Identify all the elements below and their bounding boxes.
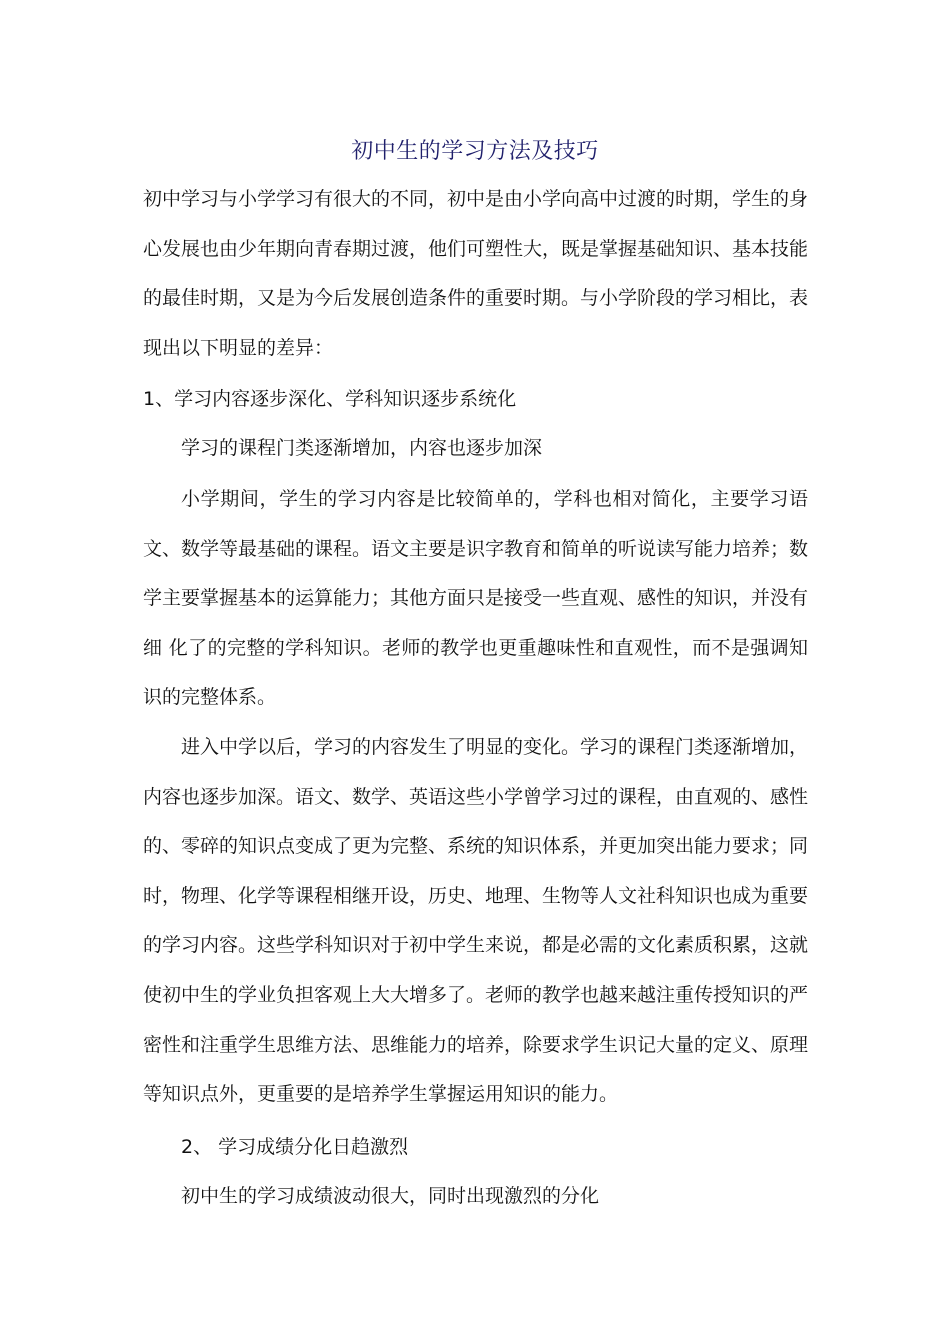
paragraph-middle-school: 进入中学以后，学习的内容发生了明显的变化。学习的课程门类逐渐增加，内容也逐步加深。语文、数学、英语这些小学曾学习过的课程，由直观的、感性的、零碎的知识点变成了更为完整、系统的知识体系，并更加突出能力要求；同时，物理、化学等课程相继开设，历史、地理、生物等人文社科知识也成为重要的学习内容。这些学科知识对于初中学生来说，都是必需的文化素质积累，这就使初中生的学业负担客观上大大增多了。老师的教学也越来越注重传授知识的严密性和注重学生思维方法、思维能力的培养，除要求学生识记大量的定义、原理等知识点外，更重要的是培养学生掌握运用知识的能力。 <box>143 736 809 1106</box>
paragraph-primary-school: 小学期间，学生的学习内容是比较简单的，学科也相对简化，主要学习语文、数学等最基础的课程。语文主要是识字教育和简单的听说读写能力培养；数学主要掌握基本的运算能力；其他方面只是接受一些直观、感性的知识，并没有细 化了的完整的学科知识。老师的教学也更重趣味性和直观性，而不是强调知识的完整体系。 <box>143 488 809 709</box>
subsection-heading-2: 初中生的学习成绩波动很大，同时出现激烈的分化 <box>181 1185 600 1207</box>
section-heading-1: 1、学习内容逐步深化、学科知识逐步系统化 <box>143 388 517 410</box>
intro-paragraph: 初中学习与小学学习有很大的不同，初中是由小学向高中过渡的时期，学生的身心发展也由少年期向青春期过渡，他们可塑性大，既是掌握基础知识、基本技能的最佳时期，又是为今后发展创造条件的重要时期。与小学阶段的学习相比，表现出以下明显的差异： <box>143 188 809 359</box>
subsection-heading-1: 学习的课程门类逐渐增加，内容也逐步加深 <box>181 437 543 459</box>
section-heading-2: 2、 学习成绩分化日趋激烈 <box>181 1136 409 1158</box>
document-title: 初中生的学习方法及技巧 <box>351 139 599 164</box>
